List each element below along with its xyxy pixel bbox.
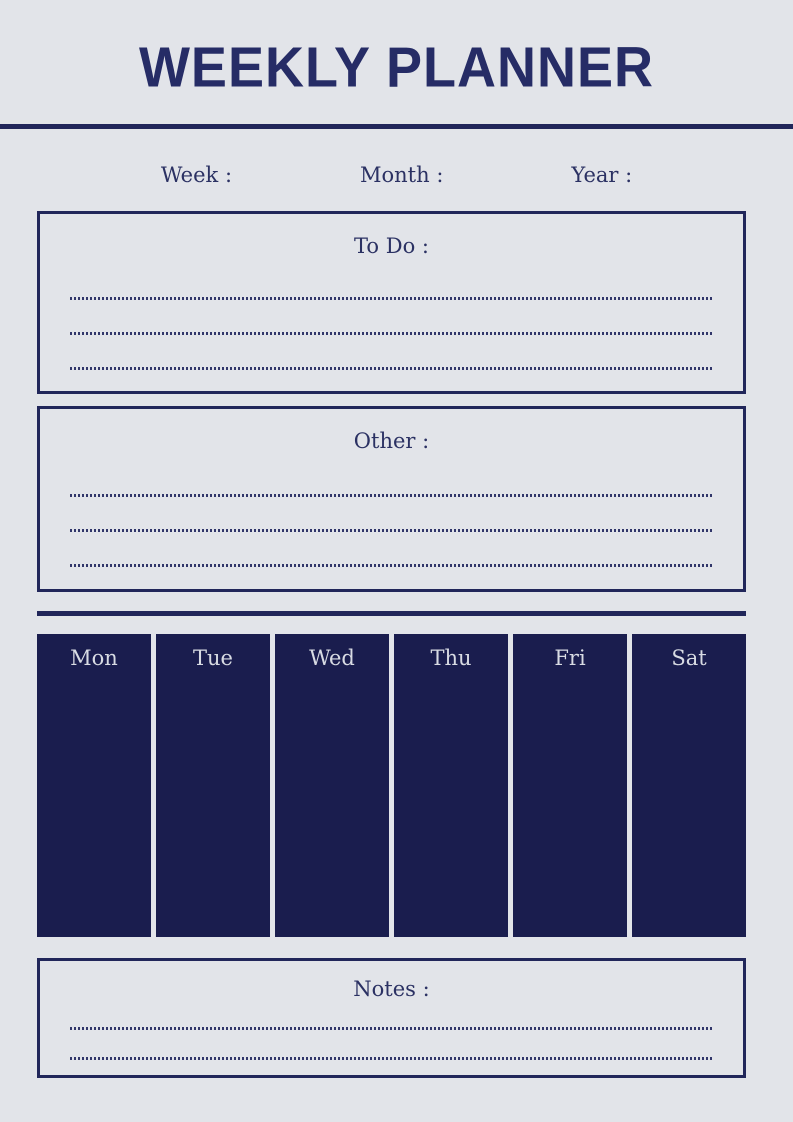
month-field-label: Month : (360, 163, 444, 187)
day-column-sat (632, 634, 746, 937)
week-divider-rule (37, 611, 746, 616)
other-section-title: Other : (353, 429, 430, 453)
notes-section (37, 958, 746, 1078)
day-label: Fri (554, 646, 586, 670)
writing-line (70, 332, 713, 335)
day-label: Thu (430, 646, 472, 670)
writing-line (70, 529, 713, 532)
day-label: Sat (671, 646, 707, 670)
day-column-tue (156, 634, 270, 937)
writing-line (70, 1057, 713, 1060)
other-section (37, 406, 746, 592)
date-fields-row (0, 163, 793, 188)
day-label: Wed (309, 646, 355, 670)
notes-section-title: Notes : (353, 977, 430, 1001)
todo-writing-lines (70, 297, 713, 370)
day-column-thu (394, 634, 508, 937)
days-grid (37, 634, 746, 937)
week-field-label: Week : (160, 163, 233, 187)
writing-line (70, 1027, 713, 1030)
day-column-fri (513, 634, 627, 937)
year-field-label: Year : (571, 163, 633, 187)
other-writing-lines (70, 494, 713, 567)
day-column-mon (37, 634, 151, 937)
page-title: WEEKLY PLANNER (138, 36, 655, 99)
day-label: Mon (70, 646, 118, 670)
writing-line (70, 367, 713, 370)
header-rule (0, 124, 793, 129)
writing-line (70, 564, 713, 567)
writing-line (70, 494, 713, 497)
day-column-wed (275, 634, 389, 937)
notes-writing-lines (70, 1027, 713, 1060)
todo-section (37, 211, 746, 394)
todo-section-title: To Do : (354, 234, 429, 258)
day-label: Tue (193, 646, 233, 670)
writing-line (70, 297, 713, 300)
